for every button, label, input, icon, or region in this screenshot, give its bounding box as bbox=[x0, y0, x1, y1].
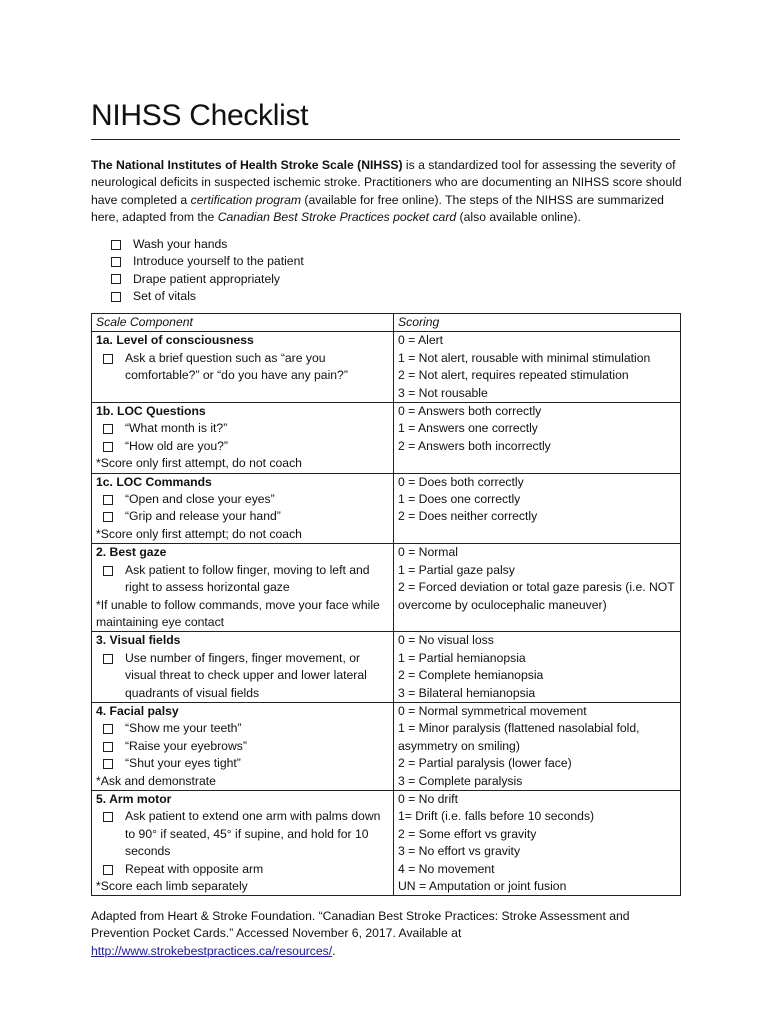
score-line: 2 = Some effort vs gravity bbox=[398, 826, 537, 841]
checkbox-icon[interactable] bbox=[103, 654, 113, 664]
score-line: 4 = No movement bbox=[398, 861, 495, 876]
scale-component-cell bbox=[92, 632, 394, 703]
score-line: UN = Amputation or joint fusion bbox=[398, 879, 567, 893]
intro-text-1: is a standardized tool for assessing the severity of neurological deficits in suspected ischemic stroke. Practitioners who are documenting an NIHSS score should have completed a bbox=[91, 158, 682, 207]
component-title: 2. Best gaze bbox=[96, 545, 167, 560]
component-title: 1c. LOC Commands bbox=[96, 474, 212, 489]
intro-paragraph bbox=[91, 157, 683, 227]
score-line: 1= Drift (i.e. falls before 10 seconds) bbox=[398, 809, 595, 824]
checkbox-icon[interactable] bbox=[103, 495, 113, 505]
score-line: 2 = Partial paralysis (lower face) bbox=[398, 756, 572, 771]
checkbox-icon[interactable] bbox=[111, 257, 121, 267]
prep-item[interactable] bbox=[111, 271, 304, 288]
score-line: 2 = Forced deviation or total gaze paresis (i.e. NOT overcome by oculocephalic maneuver) bbox=[398, 580, 675, 612]
intro-text-3: (also available online). bbox=[456, 210, 581, 225]
scoring-cell bbox=[394, 403, 681, 474]
scoring-note: *Score only first attempt; do not coach bbox=[96, 526, 302, 541]
checklist-item-text: Ask a brief question such as “are you comfortable?” or “do you have any pain?” bbox=[125, 350, 348, 383]
checklist-item[interactable] bbox=[96, 650, 390, 702]
checkbox-icon[interactable] bbox=[103, 354, 113, 364]
component-title: 1a. Level of consciousness bbox=[96, 333, 254, 348]
score-line: 0 = Alert bbox=[398, 333, 444, 348]
checklist-item-text: “Raise your eyebrows” bbox=[125, 738, 247, 753]
checklist-item-text: “What month is it?” bbox=[125, 421, 228, 436]
score-line: 2 = Answers both incorrectly bbox=[398, 438, 551, 453]
scale-component-cell bbox=[92, 790, 394, 895]
table-row bbox=[92, 702, 681, 790]
score-line: 3 = Complete paralysis bbox=[398, 773, 523, 788]
table-row bbox=[92, 473, 681, 544]
prep-item-label: Wash your hands bbox=[133, 237, 228, 251]
scoring-note: *If unable to follow commands, move your face while maintaining eye contact bbox=[96, 597, 380, 629]
nihss-table bbox=[91, 313, 681, 896]
checklist-item[interactable] bbox=[96, 861, 390, 878]
score-line: 0 = Normal symmetrical movement bbox=[398, 703, 587, 718]
checkbox-icon[interactable] bbox=[103, 442, 113, 452]
table-row bbox=[92, 790, 681, 895]
header-scoring: Scoring bbox=[394, 314, 681, 332]
scale-component-cell bbox=[92, 403, 394, 474]
checkbox-icon[interactable] bbox=[103, 865, 113, 875]
citation-end: . bbox=[332, 943, 336, 958]
scoring-cell bbox=[394, 702, 681, 790]
checklist-item[interactable] bbox=[96, 755, 390, 772]
score-line: 1 = Partial gaze palsy bbox=[398, 562, 515, 577]
scoring-note: *Score only first attempt, do not coach bbox=[96, 456, 302, 471]
checklist-item[interactable] bbox=[96, 562, 390, 597]
checklist-item-text: “Show me your teeth” bbox=[125, 721, 242, 736]
checklist-item-text: Use number of fingers, finger movement, or visual threat to check upper and lower lateral quadrants of visual fields bbox=[125, 650, 367, 700]
prep-item[interactable] bbox=[111, 253, 304, 270]
checklist-item-text: “Shut your eyes tight” bbox=[125, 756, 241, 771]
score-line: 2 = Complete hemianopsia bbox=[398, 668, 544, 683]
checklist-item-text: “Open and close your eyes” bbox=[125, 492, 275, 507]
checkbox-icon[interactable] bbox=[103, 742, 113, 752]
score-line: 0 = No visual loss bbox=[398, 633, 494, 648]
checklist-item-text: Ask patient to follow finger, moving to left and right to assess horizontal gaze bbox=[125, 562, 370, 595]
scale-component-cell bbox=[92, 473, 394, 544]
intro-text-2: (available for free online). The steps of the NIHSS are summarized here, adapted from the bbox=[91, 192, 664, 225]
header-scale-component: Scale Component bbox=[92, 314, 394, 332]
checklist-item-text: “How old are you?” bbox=[125, 438, 228, 453]
scoring-cell bbox=[394, 544, 681, 632]
score-line: 1 = Answers one correctly bbox=[398, 421, 538, 436]
scoring-cell bbox=[394, 332, 681, 403]
score-line: 2 = Does neither correctly bbox=[398, 509, 538, 524]
score-line: 1 = Minor paralysis (flattened nasolabial fold, asymmetry on smiling) bbox=[398, 721, 640, 753]
component-title: 5. Arm motor bbox=[96, 791, 172, 806]
score-line: 1 = Does one correctly bbox=[398, 492, 521, 507]
checkbox-icon[interactable] bbox=[111, 240, 121, 250]
prep-item-label: Introduce yourself to the patient bbox=[133, 254, 304, 269]
checklist-item-text: Ask patient to extend one arm with palms down to 90° if seated, 45° if supine, and hold for 10 seconds bbox=[125, 809, 381, 859]
citation-link[interactable]: http://www.strokebestpractices.ca/resources/ bbox=[91, 943, 333, 958]
table-row bbox=[92, 403, 681, 474]
checklist-item[interactable] bbox=[96, 720, 390, 737]
scale-component-cell bbox=[92, 544, 394, 632]
intro-italic-1: certification program bbox=[190, 192, 302, 207]
table-row bbox=[92, 544, 681, 632]
checkbox-icon[interactable] bbox=[103, 512, 113, 522]
score-line: 3 = No effort vs gravity bbox=[398, 844, 521, 859]
checkbox-icon[interactable] bbox=[103, 812, 113, 822]
scoring-cell bbox=[394, 790, 681, 895]
checkbox-icon[interactable] bbox=[103, 724, 113, 734]
checkbox-icon[interactable] bbox=[103, 424, 113, 434]
checklist-item[interactable] bbox=[96, 438, 390, 455]
prep-checklist bbox=[111, 236, 304, 306]
citation-footer bbox=[91, 908, 691, 960]
table-header-row bbox=[92, 314, 681, 332]
component-title: 1b. LOC Questions bbox=[96, 404, 206, 419]
checklist-item-text: Repeat with opposite arm bbox=[125, 861, 264, 876]
checklist-item[interactable] bbox=[96, 350, 390, 385]
prep-item-label: Drape patient appropriately bbox=[133, 271, 281, 286]
score-line: 2 = Not alert, requires repeated stimulation bbox=[398, 368, 629, 383]
intro-bold: The National Institutes of Health Stroke Scale (NIHSS) bbox=[91, 158, 403, 172]
table-row bbox=[92, 332, 681, 403]
checklist-item[interactable] bbox=[96, 420, 390, 437]
checkbox-icon[interactable] bbox=[103, 566, 113, 576]
score-line: 1 = Not alert, rousable with minimal stimulation bbox=[398, 350, 651, 365]
checklist-item[interactable] bbox=[96, 808, 390, 860]
checkbox-icon[interactable] bbox=[103, 759, 113, 769]
citation-text: Adapted from Heart & Stroke Foundation. “Canadian Best Stroke Practices: Stroke Assessment and Prevention Pocket Cards.” Accessed November 6, 2017. Available at bbox=[91, 909, 630, 941]
table-row bbox=[92, 632, 681, 703]
score-line: 0 = Does both correctly bbox=[398, 474, 524, 489]
score-line: 0 = Normal bbox=[398, 545, 458, 560]
checkbox-icon[interactable] bbox=[111, 274, 121, 284]
component-title: 4. Facial palsy bbox=[96, 703, 179, 718]
page-title: NIHSS Checklist bbox=[91, 99, 309, 132]
score-line: 3 = Bilateral hemianopsia bbox=[398, 685, 536, 700]
prep-item-label: Set of vitals bbox=[133, 289, 196, 304]
score-line: 0 = Answers both correctly bbox=[398, 404, 542, 419]
scoring-cell bbox=[394, 632, 681, 703]
prep-item[interactable] bbox=[111, 236, 304, 253]
component-title: 3. Visual fields bbox=[96, 633, 181, 648]
checklist-item[interactable] bbox=[96, 738, 390, 755]
prep-item[interactable] bbox=[111, 288, 304, 305]
scale-component-cell bbox=[92, 702, 394, 790]
score-line: 3 = Not rousable bbox=[398, 385, 488, 400]
intro-italic-2: Canadian Best Stroke Practices pocket card bbox=[217, 210, 457, 225]
score-line: 1 = Partial hemianopsia bbox=[398, 650, 526, 665]
scale-component-cell bbox=[92, 332, 394, 403]
scoring-note: *Score each limb separately bbox=[96, 879, 248, 893]
checkbox-icon[interactable] bbox=[111, 292, 121, 302]
checklist-item-text: “Grip and release your hand” bbox=[125, 509, 281, 524]
title-divider bbox=[91, 139, 680, 140]
scoring-cell bbox=[394, 473, 681, 544]
checklist-item[interactable] bbox=[96, 491, 390, 508]
scoring-note: *Ask and demonstrate bbox=[96, 773, 216, 788]
checklist-item[interactable] bbox=[96, 508, 390, 525]
score-line: 0 = No drift bbox=[398, 791, 458, 806]
